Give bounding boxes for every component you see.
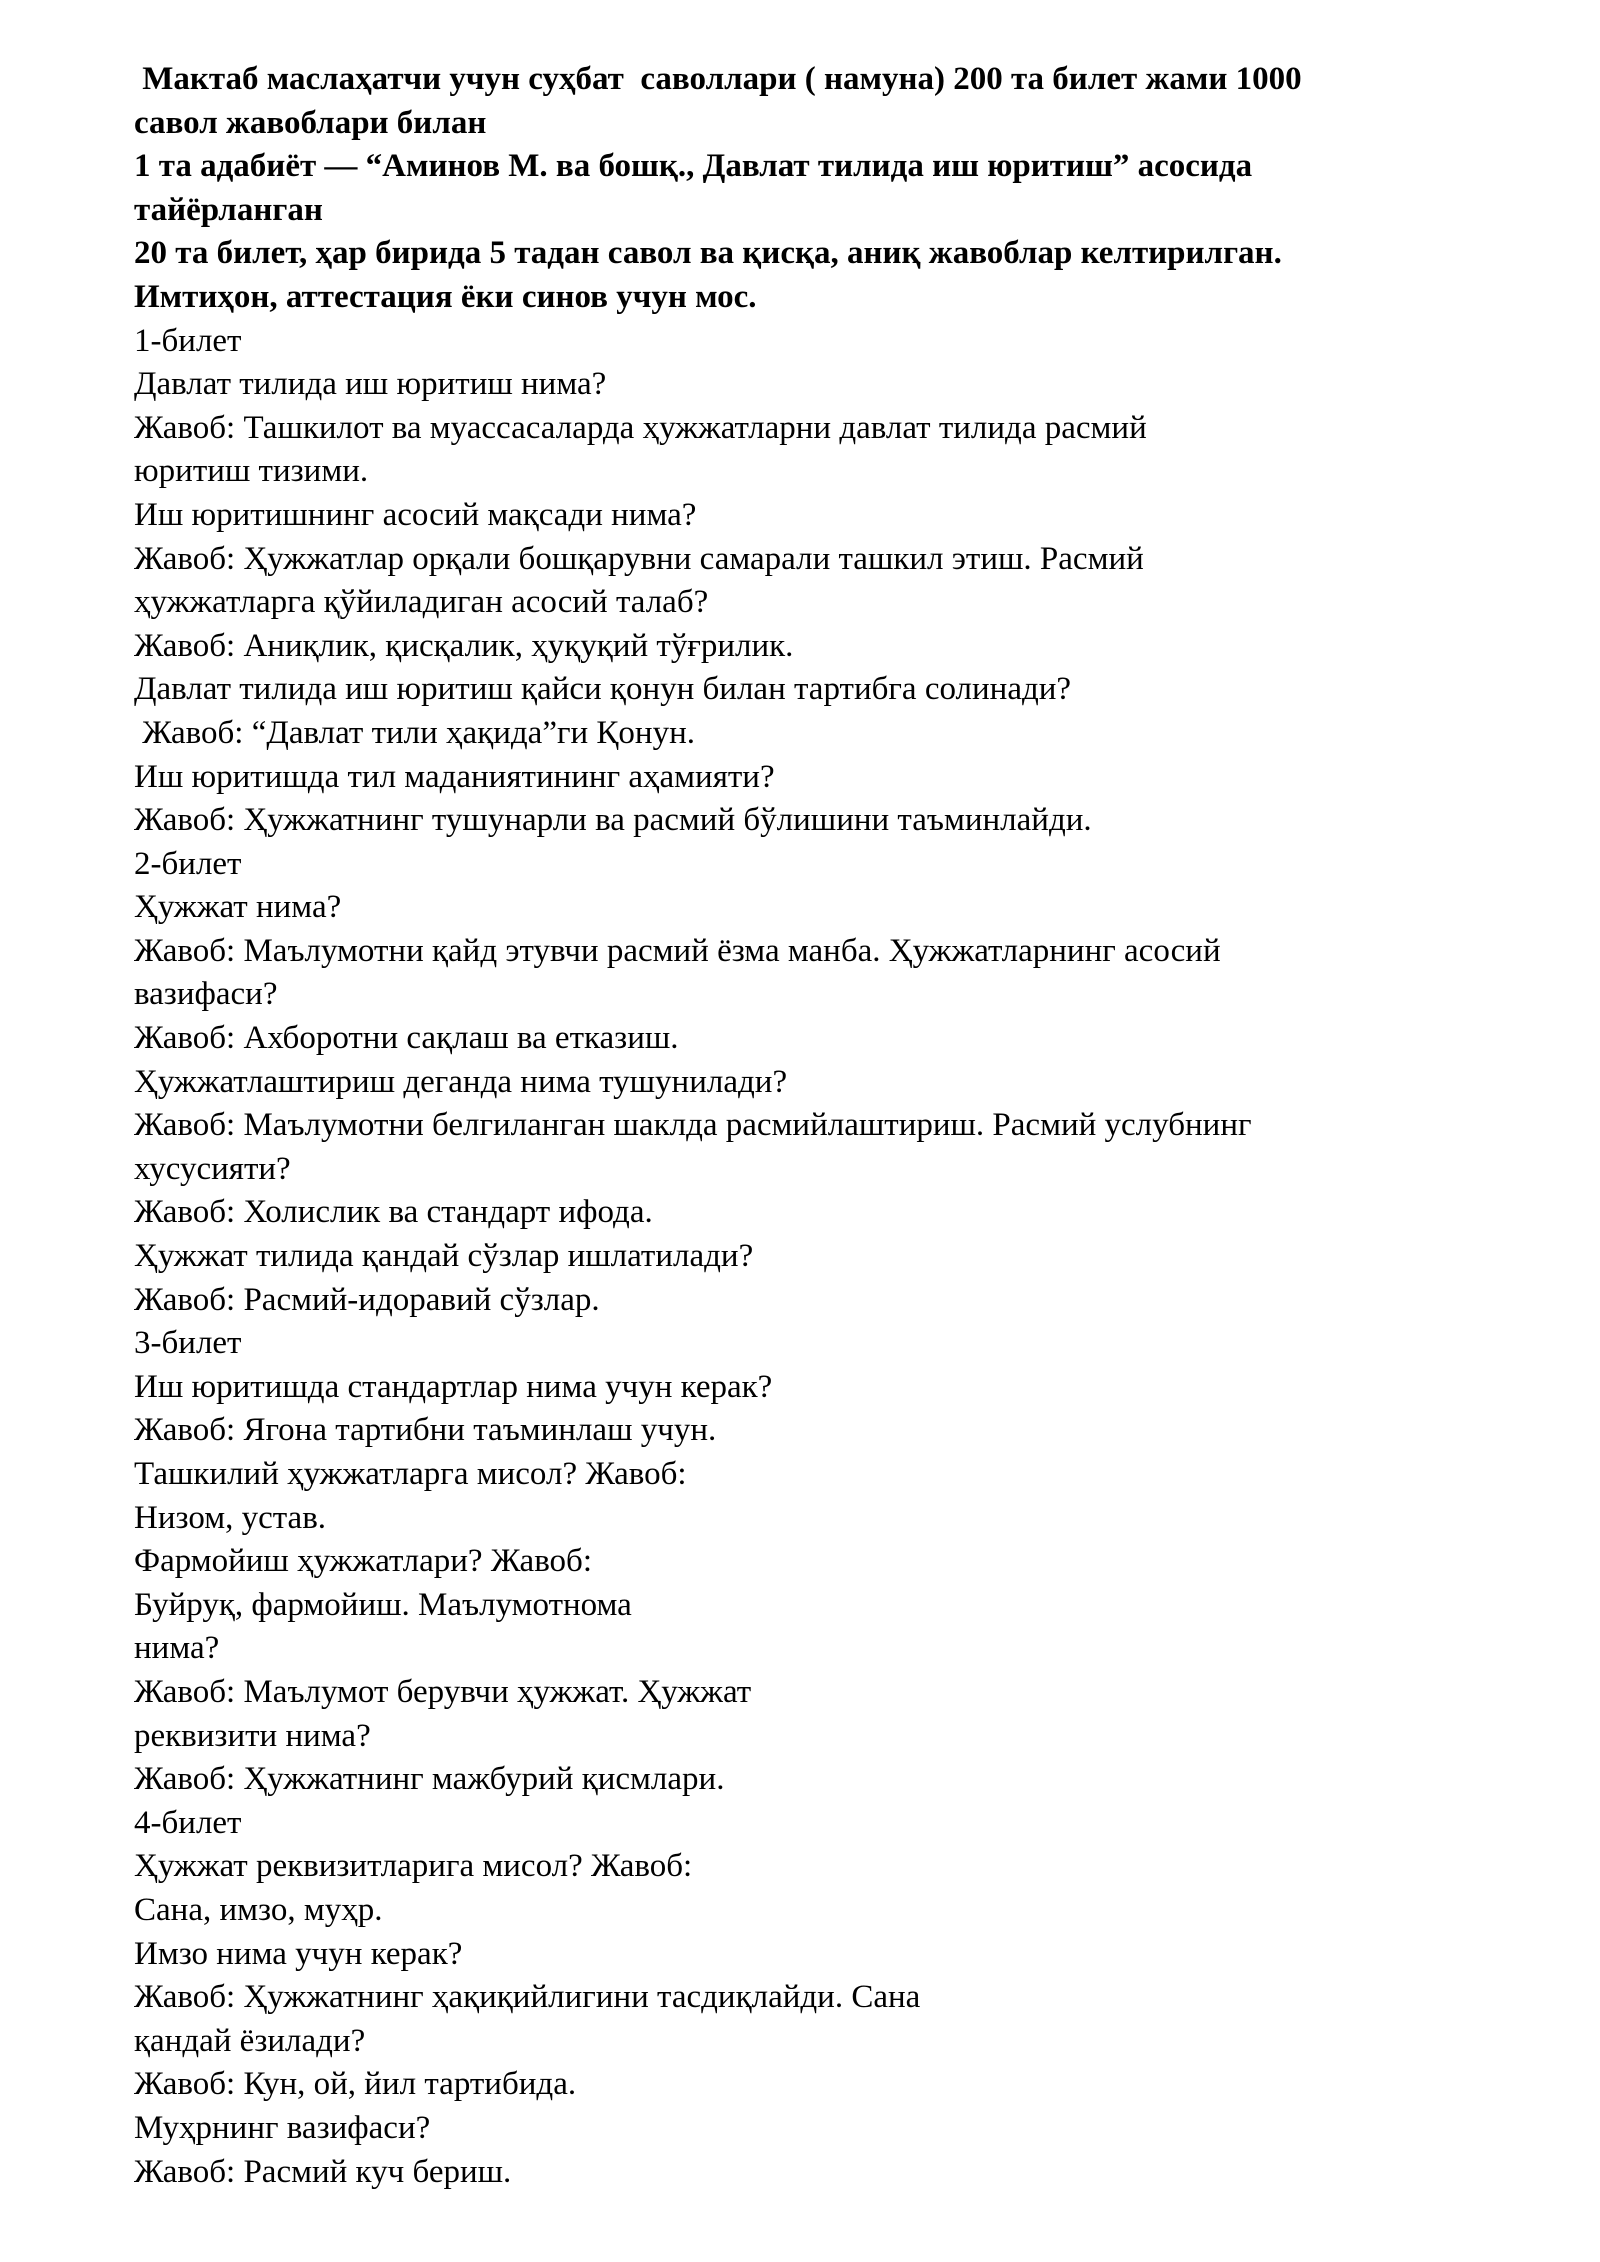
body-line: хусусияти? bbox=[134, 1150, 291, 1187]
body-line: юритиш тизими. bbox=[134, 453, 369, 490]
body-line: Жавоб: Маълумот берувчи ҳужжат. Ҳужжат bbox=[134, 1673, 752, 1710]
ticket-heading: 4-билет bbox=[134, 1804, 242, 1841]
body-line: нима? bbox=[134, 1630, 220, 1667]
body-line: Жавоб: Ҳужжатлар орқали бошқарувни самарали ташкил этиш. Расмий bbox=[134, 540, 1144, 577]
header-line: Имтиҳон, аттестация ёки синов учун мос. bbox=[134, 278, 757, 315]
header-line: тайёрланган bbox=[134, 191, 323, 228]
document-header bbox=[134, 58, 1534, 320]
body-line: Иш юритишда стандартлар нима учун керак? bbox=[134, 1368, 773, 1405]
document-page bbox=[134, 58, 1534, 2194]
body-line: Низом, устав. bbox=[134, 1499, 327, 1536]
body-line: Жавоб: Ҳужжатнинг тушунарли ва расмий бўлишини таъминлайди. bbox=[134, 802, 1092, 839]
body-line: Жавоб: Ҳужжатнинг мажбурий қисмлари. bbox=[134, 1761, 725, 1798]
document-body bbox=[134, 320, 1534, 2195]
body-line: Имзо нима учун керак? bbox=[134, 1935, 463, 1972]
body-line: Жавоб: Маълумотни қайд этувчи расмий ёзма манба. Ҳужжатларнинг асосий bbox=[134, 932, 1221, 969]
body-line: Жавоб: Расмий куч бериш. bbox=[134, 2153, 512, 2190]
body-line: Жавоб: Аниқлик, қисқалик, ҳуқуқий тўғрилик. bbox=[134, 627, 794, 664]
body-line: Муҳрнинг вазифаси? bbox=[134, 2109, 431, 2146]
body-line: Ҳужжат тилида қандай сўзлар ишлатилади? bbox=[134, 1238, 754, 1275]
body-line: Ҳужжат реквизитларига мисол? Жавоб: bbox=[134, 1848, 693, 1885]
body-line: Буйруқ, фармойиш. Маълумотнома bbox=[134, 1586, 632, 1623]
body-line: Ҳужжат нима? bbox=[134, 889, 342, 926]
body-line: Жавоб: “Давлат тили ҳақида”ги Қонун. bbox=[134, 714, 695, 751]
body-line: вазифаси? bbox=[134, 976, 278, 1013]
header-line: Мактаб маслаҳатчи учун суҳбат саволлари ( намуна) 200 та билет жами 1000 bbox=[134, 61, 1302, 97]
body-line: Жавоб: Кун, ой, йил тартибида. bbox=[134, 2066, 577, 2103]
body-line: Жавоб: Расмий-идоравий сўзлар. bbox=[134, 1281, 600, 1318]
body-line: Иш юритишда тил маданиятининг аҳамияти? bbox=[134, 758, 775, 795]
body-line: қандай ёзилади? bbox=[134, 2022, 366, 2059]
body-line: Жавоб: Маълумотни белгиланган шаклда расмийлаштириш. Расмий услубнинг bbox=[134, 1107, 1252, 1144]
body-line: Фармойиш ҳужжатлари? Жавоб: bbox=[134, 1543, 593, 1580]
body-line: Давлат тилида иш юритиш нима? bbox=[134, 366, 607, 403]
body-line: ҳужжатларга қўйиладиган асосий талаб? bbox=[134, 584, 709, 621]
ticket-heading: 3-билет bbox=[134, 1325, 242, 1362]
header-line: савол жавоблари билан bbox=[134, 104, 487, 141]
body-line: Жавоб: Ахборотни сақлаш ва етказиш. bbox=[134, 1020, 679, 1057]
header-line: 1 та адабиёт — “Аминов М. ва бошқ., Давлат тилида иш юритиш” асосида bbox=[134, 148, 1253, 185]
body-line: Сана, имзо, муҳр. bbox=[134, 1891, 383, 1928]
header-line: 20 та билет, ҳар бирида 5 тадан савол ва қисқа, аниқ жавоблар келтирилган. bbox=[134, 235, 1282, 272]
body-line: Жавоб: Холислик ва стандарт ифода. bbox=[134, 1194, 653, 1231]
body-line: Иш юритишнинг асосий мақсади нима? bbox=[134, 496, 697, 533]
body-line: Давлат тилида иш юритиш қайси қонун билан тартибга солинади? bbox=[134, 671, 1072, 708]
body-line: Ташкилий ҳужжатларга мисол? Жавоб: bbox=[134, 1456, 687, 1492]
body-line: Жавоб: Ягона тартибни таъминлаш учун. bbox=[134, 1412, 717, 1449]
body-line: реквизити нима? bbox=[134, 1717, 371, 1754]
ticket-heading: 2-билет bbox=[134, 845, 242, 882]
body-line: Ҳужжатлаштириш деганда нима тушунилади? bbox=[134, 1063, 788, 1100]
body-line: Жавоб: Ташкилот ва муассасаларда ҳужжатларни давлат тилида расмий bbox=[134, 409, 1147, 446]
ticket-heading: 1-билет bbox=[134, 322, 242, 359]
body-line: Жавоб: Ҳужжатнинг ҳақиқийлигини тасдиқлайди. Сана bbox=[134, 1979, 921, 2016]
